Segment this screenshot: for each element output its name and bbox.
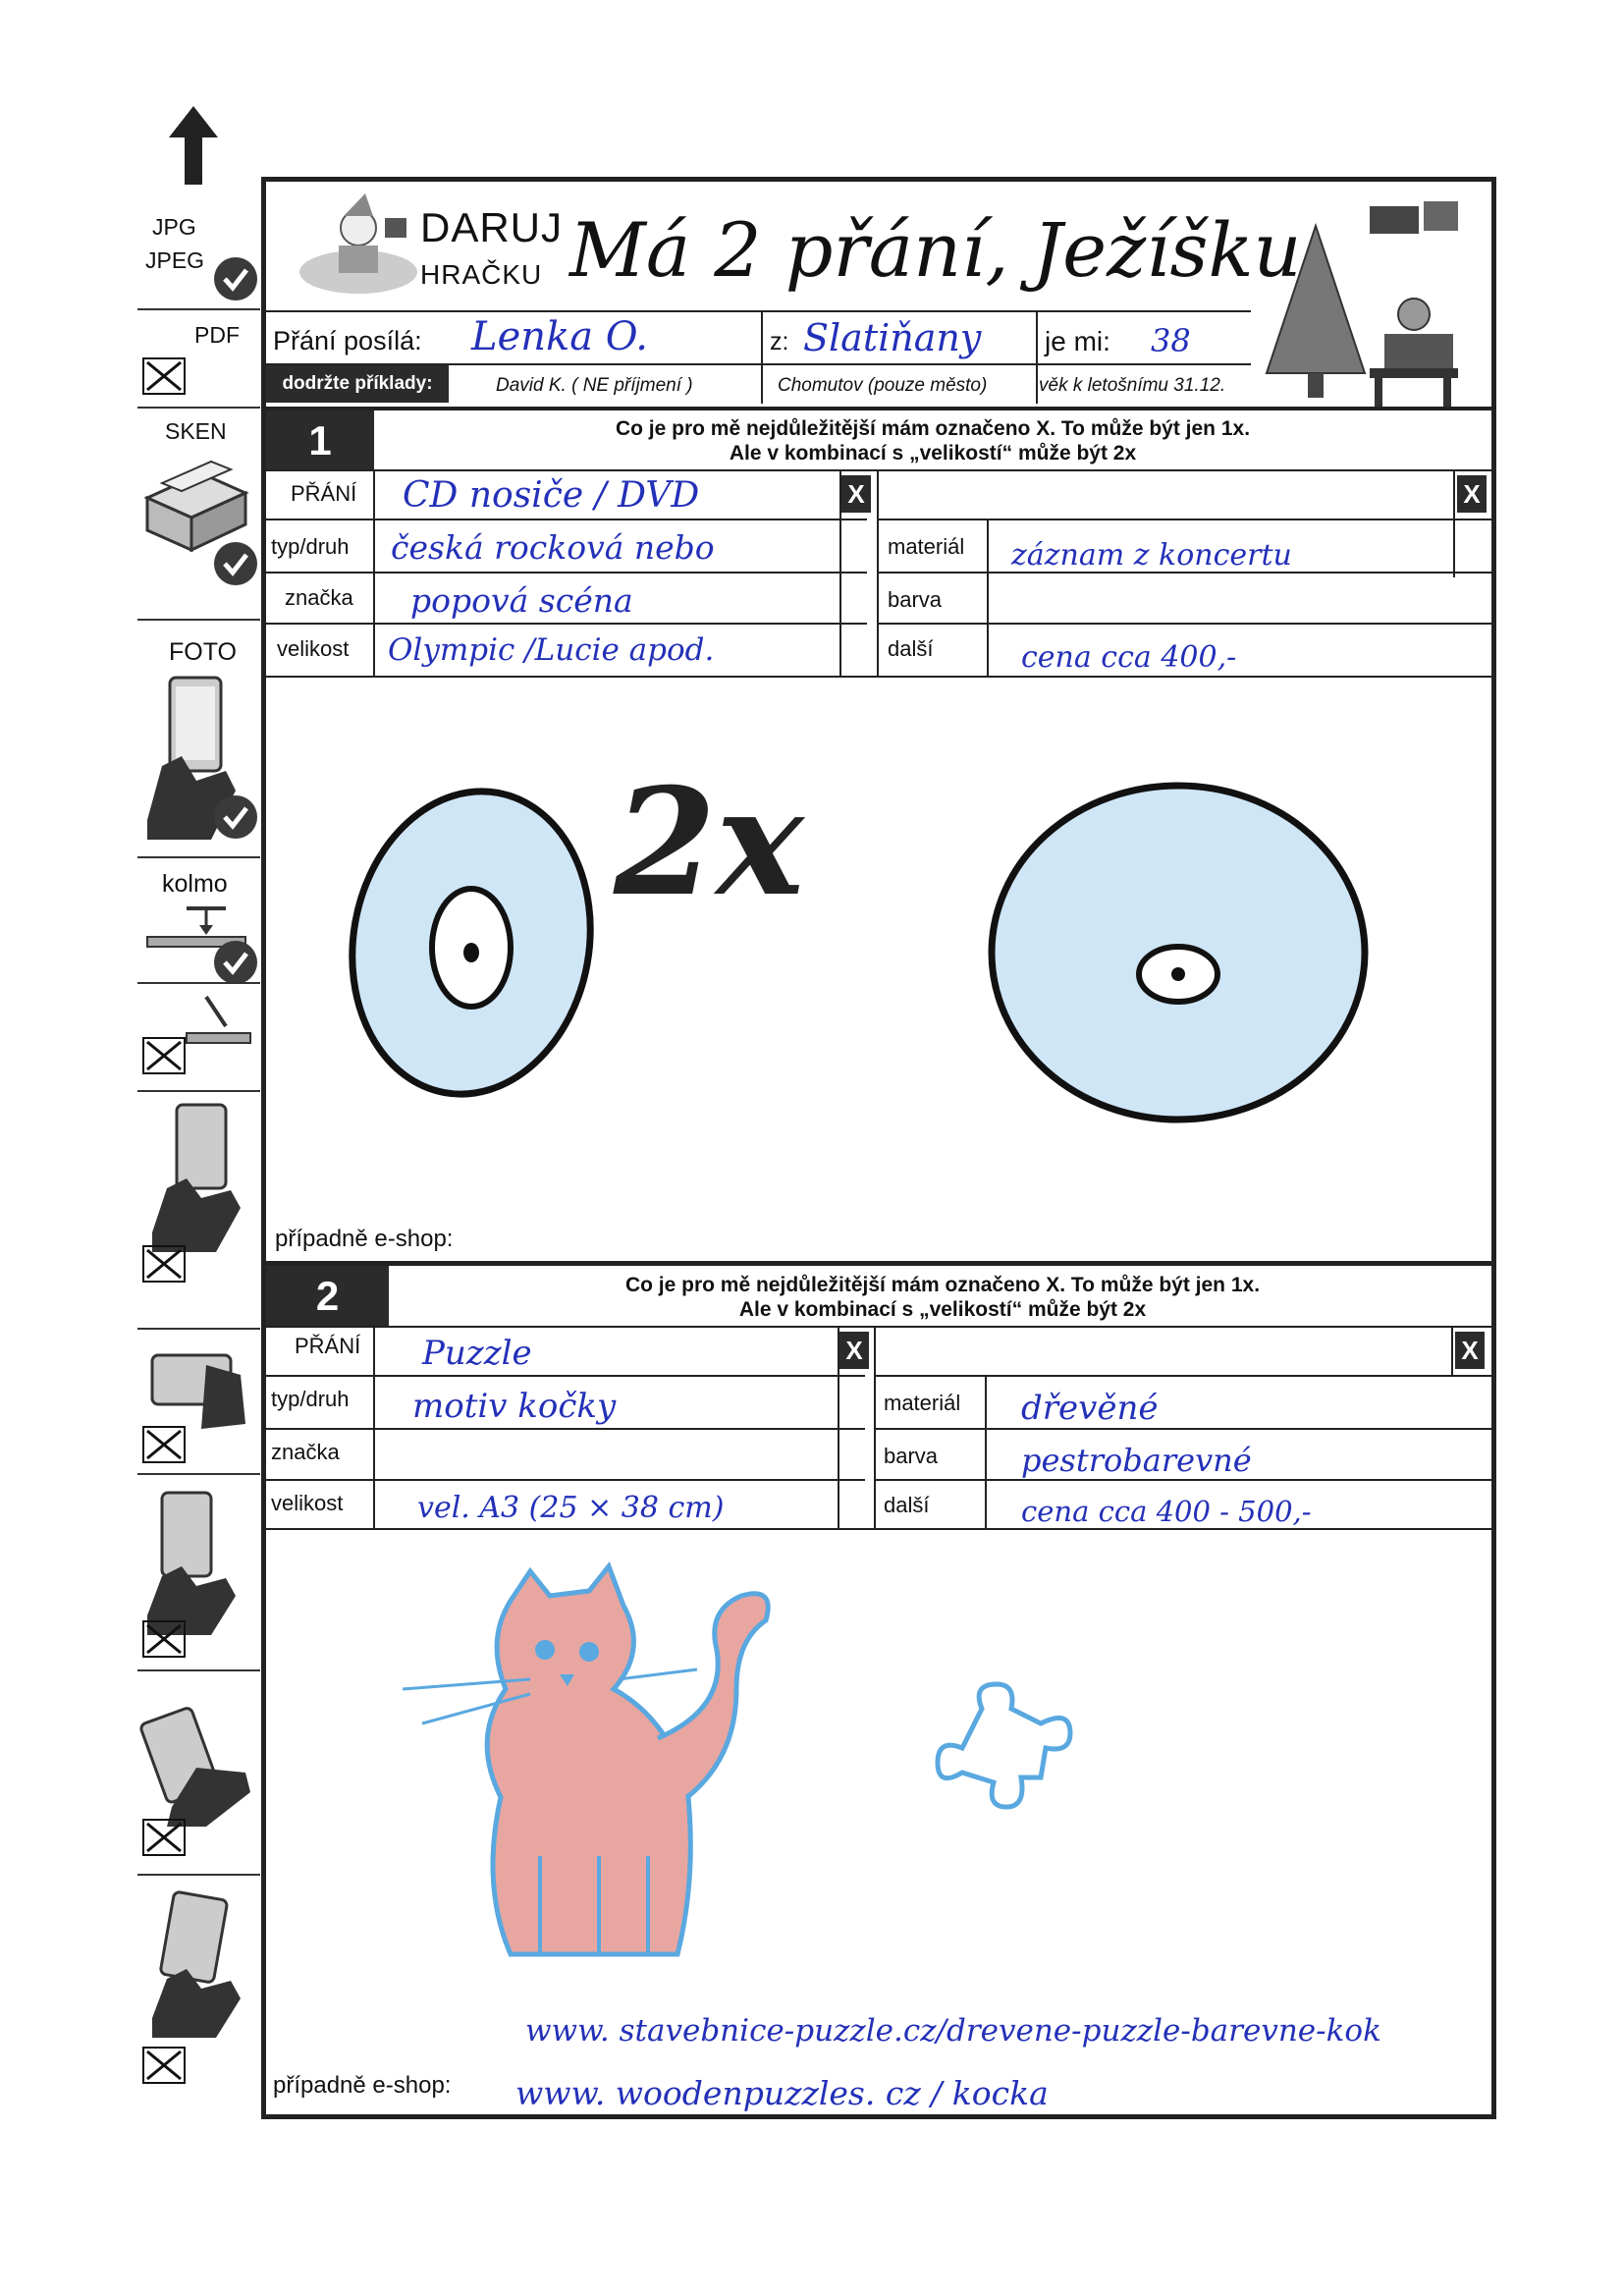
cross-box-icon: [142, 1037, 186, 1074]
brand-label: značka: [285, 585, 353, 610]
row-divider: [266, 1428, 865, 1430]
phone-hand-icon: [142, 1100, 250, 1252]
sidebar-divider: [137, 1090, 260, 1092]
cd-drawing: [334, 717, 1394, 1159]
arrow-up-icon: [169, 106, 218, 185]
row-divider: [874, 1375, 1491, 1377]
priority-x-mark: X: [1457, 475, 1487, 513]
color-value: pestrobarevné: [1021, 1442, 1252, 1479]
material-value: dřevěné: [1021, 1389, 1159, 1428]
cell-divider: [1036, 310, 1038, 404]
age-value: 38: [1151, 322, 1191, 359]
row-divider: [266, 623, 867, 625]
sidebar-label-foto: FOTO: [169, 638, 237, 666]
wish-notice-line2: Ale v kombinací s „velikostí“ může být 2x: [729, 442, 1137, 465]
check-icon: [214, 542, 257, 585]
header-divider: [266, 310, 1251, 312]
phone-rotated-icon: [137, 1699, 255, 1827]
row-divider: [877, 623, 1491, 625]
wish-notice-line2: Ale v kombinací s „velikostí“ může být 2x: [738, 1298, 1147, 1321]
eshop-label: případně e-shop:: [275, 1226, 454, 1252]
color-label: barva: [888, 587, 943, 612]
logo-line1: DARUJ: [420, 204, 564, 250]
eshop-url-2: www. woodenpuzzles. cz / kocka: [515, 2074, 1049, 2112]
row-divider: [874, 1479, 1491, 1481]
other-label: další: [888, 636, 934, 661]
row-divider: [266, 1375, 865, 1377]
priority-x-mark: X: [1455, 1332, 1485, 1369]
phone-hand-icon: [142, 1488, 250, 1635]
size-label: velikost: [277, 636, 350, 661]
type-label: typ/druh: [271, 1387, 350, 1411]
cross-box-icon: [142, 1245, 186, 1283]
row-divider: [266, 519, 867, 520]
wish-value: Puzzle: [422, 1334, 532, 1373]
cross-box-icon: [142, 2047, 186, 2084]
wish-value: CD nosiče / DVD: [403, 475, 700, 516]
scanner-icon: [142, 454, 250, 552]
cross-box-icon: [142, 1620, 186, 1658]
wish-notice-line1: Co je pro mě nejdůležitější mám označeno X. To může být jen 1x.: [624, 1274, 1261, 1296]
logo-line2: HRAČKU: [420, 259, 543, 290]
sidebar-divider: [137, 1328, 260, 1330]
size-label: velikost: [271, 1491, 344, 1515]
other-label: další: [884, 1493, 930, 1517]
type-value: česká rocková nebo: [391, 528, 715, 567]
row-divider: [266, 676, 1491, 678]
cell-divider: [987, 519, 989, 676]
sidebar-divider: [137, 308, 260, 310]
type-label: typ/druh: [271, 534, 350, 559]
type-value: motiv kočky: [412, 1387, 617, 1426]
brand-label: značka: [271, 1440, 340, 1464]
section-divider: [266, 1326, 1491, 1328]
phone-tilted-icon: [142, 1345, 250, 1434]
place-label: z:: [770, 328, 789, 355]
wish-number: 2: [266, 1266, 389, 1327]
sender-name-value: Lenka O.: [471, 314, 648, 359]
place-value: Slatiňany: [803, 316, 982, 359]
sidebar-divider: [137, 982, 260, 984]
row-divider: [877, 519, 1491, 520]
example-age: věk k letošnímu 31.12.: [1039, 375, 1226, 396]
wish-label: PŘÁNÍ: [295, 1334, 361, 1358]
check-icon: [214, 257, 257, 301]
priority-x-mark: X: [839, 1332, 869, 1369]
cell-divider: [985, 1375, 987, 1530]
size-value: vel. A3 (25 × 38 cm): [417, 1491, 725, 1525]
cross-box-icon: [142, 1819, 186, 1856]
puzzle-piece: [938, 1684, 1070, 1807]
sidebar-label-kolmo: kolmo: [162, 870, 228, 898]
row-divider: [266, 1528, 1491, 1530]
sidebar-divider: [137, 407, 260, 409]
cross-box-icon: [142, 357, 186, 395]
other-value: cena cca 400 - 500,-: [1021, 1495, 1312, 1528]
cross-box-icon: [142, 1426, 186, 1463]
example-place: Chomutov (pouze město): [778, 375, 988, 396]
cell-divider: [1451, 1326, 1453, 1375]
priority-x-mark: X: [841, 475, 871, 513]
examples-label: dodržte příklady:: [266, 365, 449, 403]
cat-figure: [403, 1566, 768, 1954]
santa-logo-icon: [295, 189, 422, 297]
wish-number: 1: [266, 410, 374, 471]
section-divider: [266, 469, 1491, 471]
sidebar-label-jpg: JPG: [152, 214, 196, 240]
row-divider: [874, 1428, 1491, 1430]
cd-disc-left: [334, 773, 614, 1114]
sidebar-label-pdf: PDF: [194, 322, 240, 348]
material-label: materiál: [884, 1391, 961, 1415]
wish-notice-line1: Co je pro mě nejdůležitější mám označeno X. To může být jen 1x.: [615, 417, 1251, 440]
angled-phone-icon: [177, 992, 255, 1051]
sidebar-divider: [137, 1669, 260, 1671]
cell-divider: [1453, 469, 1455, 577]
section-divider: [266, 407, 1491, 410]
row-divider: [266, 1479, 865, 1481]
age-label: je mi:: [1045, 326, 1110, 356]
section-divider: [266, 1261, 1491, 1266]
material-value: záznam z koncertu: [1011, 538, 1292, 573]
sidebar-label-jpeg: JPEG: [145, 247, 205, 273]
check-icon: [214, 941, 257, 984]
phone-hand-icon: [142, 1890, 250, 2038]
color-label: barva: [884, 1444, 939, 1468]
sidebar-divider: [137, 1473, 260, 1475]
cell-divider: [761, 310, 763, 404]
sender-label: Přání posílá:: [273, 326, 422, 355]
cat-drawing: [393, 1561, 1159, 1994]
check-icon: [214, 795, 257, 839]
row-divider: [266, 572, 867, 574]
other-value: cena cca 400,-: [1021, 640, 1237, 675]
wish-notice: [378, 416, 1488, 465]
eshop-label: případně e-shop:: [273, 2072, 452, 2099]
size-value: Olympic /Lucie apod.: [388, 632, 715, 668]
wish-notice: [393, 1273, 1492, 1322]
eshop-url-1: www. stavebnice-puzzle.cz/drevene-puzzle-barevne-kok: [525, 2013, 1381, 2049]
quantity-annotation: 2x: [614, 756, 804, 929]
example-name: David K. ( NE příjmení ): [496, 375, 693, 396]
sidebar-label-sken: SKEN: [165, 418, 227, 444]
brand-value: popová scéna: [410, 581, 633, 620]
sidebar-divider: [137, 619, 260, 621]
cd-disc-right: [992, 786, 1365, 1120]
christmas-tree-icon: [1257, 196, 1483, 408]
material-label: materiál: [888, 534, 965, 559]
sidebar-divider: [137, 1874, 260, 1876]
wish-label: PŘÁNÍ: [291, 481, 357, 506]
sidebar-divider: [137, 856, 260, 858]
page-title: Má 2 přání, Ježíšku: [569, 206, 1302, 294]
